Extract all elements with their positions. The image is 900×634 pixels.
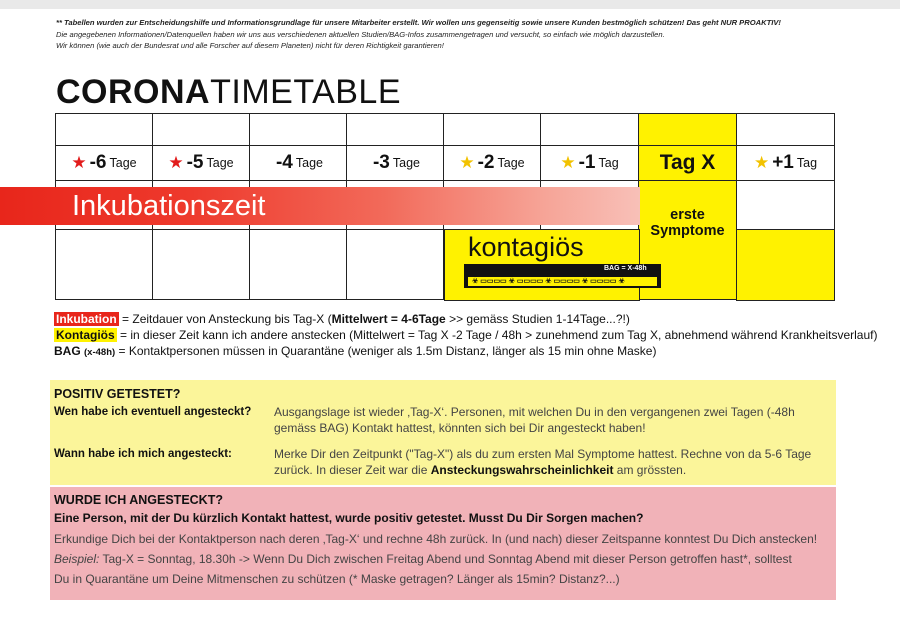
red-star-icon: ★ (168, 153, 184, 172)
positive-answer-2-line-2: zurück. In dieser Zeit war die Ansteckungswahrscheinlichkeit am grössten. (274, 463, 687, 477)
cell-r4-c2 (152, 229, 250, 300)
positive-answer-1-line-2: gemäss BAG) Kontakt hattest, könnten sich bei Dir angesteckt haben! (274, 421, 646, 435)
biohazard-icon: ☣ ▭▭▭▭ ☣ ▭▭▭▭ ☣ ▭▭▭▭ ☣ ▭▭▭▭ ☣ (472, 278, 625, 285)
contagious-right-border (736, 229, 835, 301)
infected-line-3: Du in Quarantäne um Deine Mitmenschen zu schützen (* Maske getragen? Länger als 15min? Distanz?...) (54, 572, 620, 586)
infected-line-1: Erkundige Dich bei der Kontaktperson nach deren ‚Tag-X‘ und rechne 48h zurück. In (und nach) dieser Zeitspanne konntest Du Dich anstecken! (54, 532, 818, 546)
positive-answer-2-line-1: Merke Dir den Zeitpunkt ("Tag-X") als du zum ersten Mal Symptome hattest. Rechne von da 5-6 Tage (274, 447, 812, 461)
incubation-label: Inkubationszeit (72, 190, 266, 222)
cell-r3-c8 (736, 180, 835, 230)
yellow-star-icon: ★ (753, 153, 770, 172)
disclaimer-line-3: Wir können (wie auch der Bundesrat und alle Forscher auf diesem Planeten) nicht für deren Richtigkeit garantieren! (56, 41, 444, 50)
infected-subheading: Eine Person, mit der Du kürzlich Kontakt hattest, wurde positiv getestet. Musst Du Dir Sorgen machen? (54, 511, 644, 525)
day-label-minus5: ★ -5 Tage (168, 151, 234, 173)
cell-r4-c3 (249, 229, 347, 300)
cell-r4-c4 (346, 229, 444, 300)
positive-answer-1-line-1: Ausgangslage ist wieder ‚Tag-X‘. Personen, mit welchen Du in den vergangenen zwei Tagen (-48h (274, 405, 795, 419)
cell-r4-c1 (55, 229, 153, 300)
page-title (56, 72, 401, 112)
day-label-minus4: -4 Tage (275, 151, 323, 173)
day-label-plus1: ★ +1 Tag (753, 151, 818, 173)
cell-r1-c1 (55, 113, 153, 146)
title-bold: CORONA (56, 73, 211, 111)
cell-r1-c4 (346, 113, 444, 146)
top-bar (0, 0, 900, 9)
legend-incubation: Inkubation = Zeitdauer von Ansteckung bis Tag-X (Mittelwert = 4-6Tage >> gemäss Studien 1-14Tage...?!) (56, 312, 630, 326)
infected-line-2: Beispiel: Tag-X = Sonntag, 18.30h -> Wenn Du Dich zwischen Freitag Abend und Sonntag Abend mit dieser Person getroffen hast*, solltest (54, 552, 792, 566)
positive-heading: POSITIV GETESTET? (54, 387, 181, 401)
infected-heading: WURDE ICH ANGESTECKT? (54, 493, 223, 507)
positive-question-2: Wann habe ich mich angesteckt: (54, 448, 232, 460)
disclaimer-line-2: Die angegebenen Informationen/Datenquellen haben wir uns aus verschiedenen aktuellen Studien/BAG-Infos zusammengetragen und versucht, so einfach wie möglich darzustellen. (56, 30, 665, 39)
legend-contagious: Kontagiös = in dieser Zeit kann ich andere anstecken (Mittelwert = Tag X -2 Tage / 48h > zunehmend zum Tag X, abnehmend während Krankheitsverlauf) (56, 328, 878, 342)
bag-label: BAG = X-48h (604, 265, 647, 272)
cell-r1-c6 (540, 113, 639, 146)
yellow-star-icon: ★ (459, 153, 475, 172)
legend-bag: BAG (x-48h) = Kontaktpersonen müssen in Quarantäne (weniger als 1.5m Distanz, länger als 15 min ohne Maske) (54, 344, 657, 358)
cell-r1-c5 (443, 113, 541, 146)
cell-r1-c8 (736, 113, 835, 146)
cell-r1-c3 (249, 113, 347, 146)
day-label-tagx: Tag X (659, 150, 716, 174)
positive-question-1: Wen habe ich eventuell angesteckt? (54, 406, 252, 418)
day-label-minus1: ★ -1 Tag (560, 151, 619, 173)
title-light: TIMETABLE (210, 73, 402, 111)
red-star-icon: ★ (71, 153, 87, 172)
disclaimer-line-1: ** Tabellen wurden zur Entscheidungshilfe und Informationsgrundlage für unsere Mitarbeiter erstellt. Wir wollen uns gegenseitig sowie unsere Kunden bestmöglich schützen! Das geht NUR PROAKTIV! (56, 18, 781, 27)
day-label-minus6: ★ -6 Tage (71, 151, 137, 173)
day-label-minus2: ★ -2 Tage (459, 151, 525, 173)
cell-r1-tagx (638, 113, 737, 146)
yellow-star-icon: ★ (560, 153, 576, 172)
contagious-label: kontagiös (468, 232, 584, 262)
cell-r1-c2 (152, 113, 250, 146)
day-label-minus3: -3 Tage (372, 151, 420, 173)
symptoms-label: erste Symptome (650, 207, 725, 239)
